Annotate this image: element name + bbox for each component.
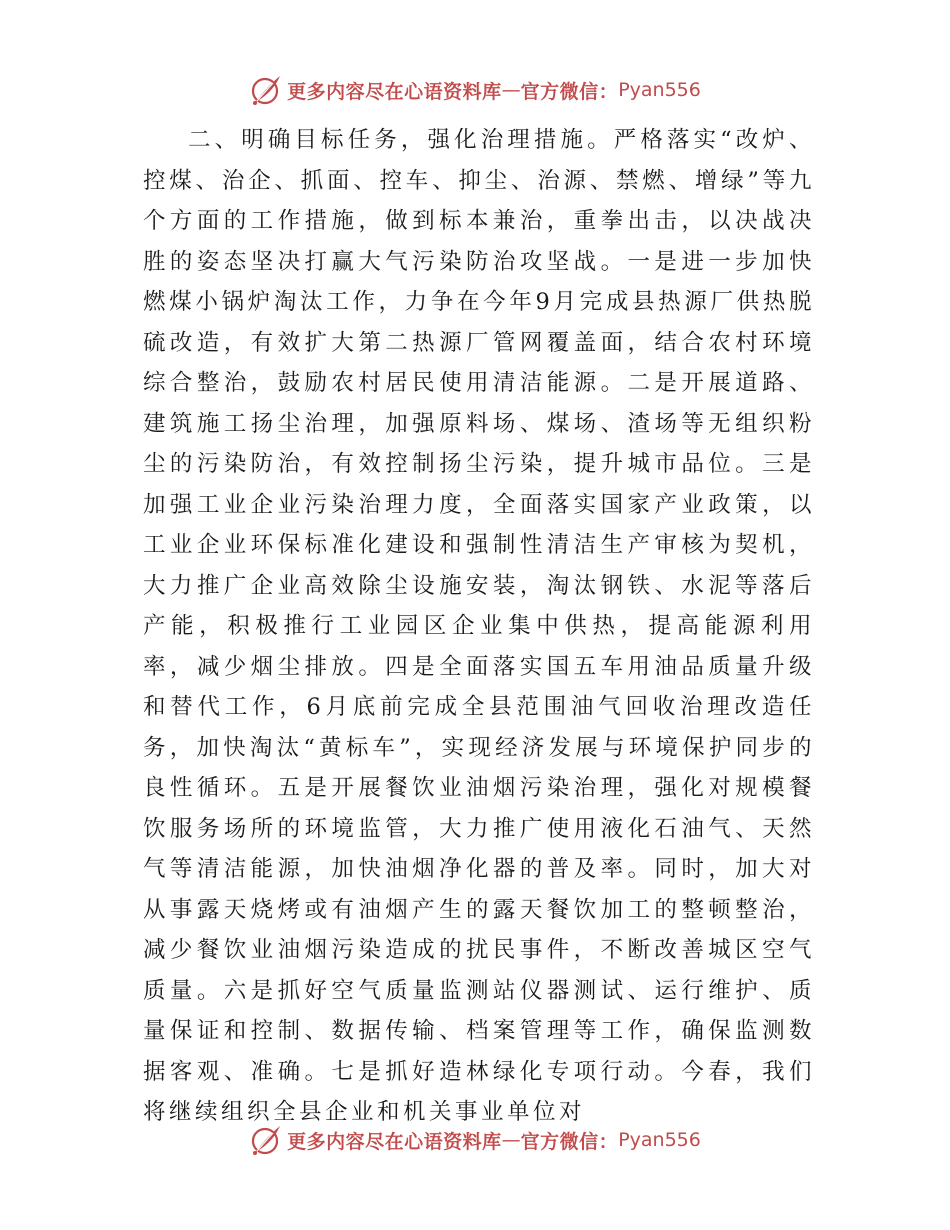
header-separator: —	[501, 79, 521, 101]
feather-quill-icon	[249, 1123, 283, 1157]
footer-contact-label: 官方微信：	[520, 1130, 619, 1153]
footer-watermark-banner	[0, 1122, 950, 1158]
header-wechat-id: Pyan556	[618, 79, 701, 101]
footer-wechat-id: Pyan556	[618, 1129, 701, 1151]
footer-watermark-text: 更多内容尽在心语资料库	[287, 1130, 502, 1153]
body-paragraph: 二、明确目标任务，强化治理措施。严格落实“改炉、控煤、治企、抓面、控车、抑尘、治源、禁燃、增绿”等九个方面的工作措施，做到标本兼治，重拳出击，以决战决胜的姿态坚决打赢大气污染防治攻坚战。一是进一步加快燃煤小锅炉淘汰工作，力争在今年9月完成县热源厂供热脱硫改造，有效扩大第二热源厂管网覆盖面，结合农村环境综合整治，鼓励农村居民使用清洁能源。二是开展道路、建筑施工扬尘治理，加强原料场、煤场、渣场等无组织粉尘的污染防治，有效控制扬尘污染，提升城市品位。三是加强工业企业污染治理力度，全面落实国家产业政策，以工业企业环保标准化建设和强制性清洁生产审核为契机，大力推广企业高效除尘设施安装，淘汰钢铁、水泥等落后产能，积极推行工业园区企业集中供热，提高能源利用率，减少烟尘排放。四是全面落实国五车用油品质量升级和替代工作，6月底前完成全县范围油气回收治理改造任务，加快淘汰“黄标车”，实现经济发展与环境保护同步的良性循环。五是开展餐饮业油烟污染治理，强化对规模餐饮服务场所的环境监管，大力推广使用液化石油气、天然气等清洁能源，加快油烟净化器的普及率。同时，加大对从事露天烧烤或有油烟产生的露天餐饮加工的整顿整治，减少餐饮业油烟污染造成的扰民事件，不断改善城区空气质量。六是抓好空气质量监测站仪器测试、运行维护、质量保证和控制、数据传输、档案管理等工作，确保监测数据客观、准确。七是抓好造林绿化专项行动。今春，我们将继续组织全县企业和机关事业单位对	[143, 127, 815, 1125]
header-contact-label: 官方微信：	[520, 80, 619, 103]
header-watermark-text: 更多内容尽在心语资料库	[287, 80, 502, 103]
header-watermark-banner	[0, 72, 950, 108]
feather-quill-icon	[249, 73, 283, 107]
footer-separator: —	[501, 1129, 521, 1151]
